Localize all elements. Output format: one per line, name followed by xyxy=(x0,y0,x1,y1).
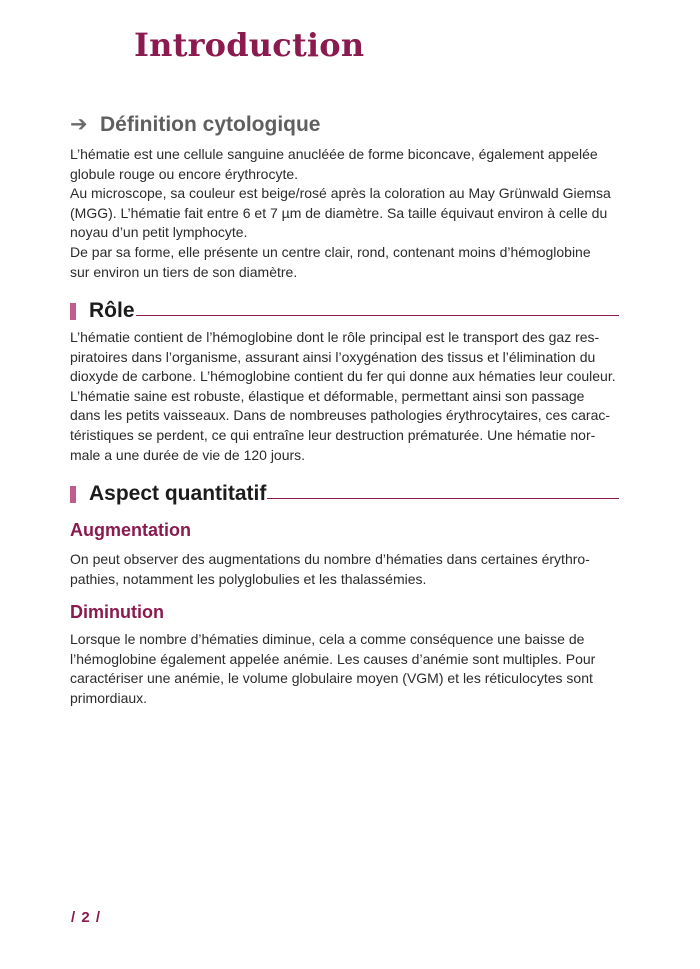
text-line: L’hématie est une cellule sanguine anucléée de forme biconcave, également appelée xyxy=(70,146,598,162)
text-line: sur environ un tiers de son diamètre. xyxy=(70,263,298,280)
aspect-heading xyxy=(70,480,619,508)
heading-rule xyxy=(267,498,619,499)
role-paragraph xyxy=(70,328,619,465)
arrow-right-icon: ➔ xyxy=(70,113,88,136)
text-line: dioxyde de carbone. L’hémoglobine contient du fer qui donne aux hématies leur couleur. xyxy=(70,368,616,385)
role-heading-text: Rôle xyxy=(89,299,135,322)
text-line: téristiques se perdent, ce qui entraîne leur destruction prématurée. Une hématie nor- xyxy=(70,426,596,443)
definition-heading-text: Définition cytologique xyxy=(100,113,321,136)
text-line: De par sa forme, elle présente un centre clair, rond, contenant moins d’hémoglobine xyxy=(70,243,591,260)
section-marker-icon xyxy=(70,486,76,503)
text-line: Lorsque le nombre d’hématies diminue, cela a comme conséquence une baisse de xyxy=(70,631,585,647)
text-line: L’hématie saine est robuste, élastique et déformable, permettant ainsi son passage xyxy=(70,387,585,404)
text-line: caractériser une anémie, le volume globulaire moyen (VGM) et les réticulocytes sont xyxy=(70,670,593,687)
text-line: male a une durée de vie de 120 jours. xyxy=(70,446,306,463)
diminution-paragraph xyxy=(70,630,619,708)
diminution-heading: Diminution xyxy=(70,602,164,622)
definition-heading xyxy=(70,112,321,137)
text-line: On peut observer des augmentations du nombre d’hématies dans certaines érythro- xyxy=(70,551,590,567)
text-line: L’hématie contient de l’hémoglobine dont le rôle principal est le transport des gaz res- xyxy=(70,329,600,345)
text-line: dans les petits vaisseaux. Dans de nombreuses pathologies érythrocytaires, ces carac- xyxy=(70,407,611,424)
section-marker-icon xyxy=(70,303,76,320)
text-line: pathies, notamment les polyglobulies et les thalassémies. xyxy=(70,570,427,587)
text-line: (MGG). L’hématie fait entre 6 et 7 µm de diamètre. Sa taille équivaut environ à celle du xyxy=(70,204,608,221)
text-line: noyau d’un petit lymphocyte. xyxy=(70,224,248,241)
text-line: l’hémoglobine également appelée anémie. Les causes d’anémie sont multiples. Pour xyxy=(70,650,596,667)
page-title: Introduction xyxy=(134,26,365,64)
role-heading xyxy=(70,297,619,325)
heading-rule xyxy=(136,315,619,316)
aspect-heading-text: Aspect quantitatif xyxy=(89,482,267,505)
page-number: / 2 / xyxy=(71,909,102,926)
augmentation-paragraph xyxy=(70,550,619,589)
augmentation-heading: Augmentation xyxy=(70,520,191,540)
text-line: piratoires dans l’organisme, assurant ainsi l’oxygénation des tissus et l’élimination du xyxy=(70,348,596,365)
definition-paragraph xyxy=(70,145,619,282)
text-line: Au microscope, sa couleur est beige/rosé après la coloration au May Grünwald Giemsa xyxy=(70,185,611,202)
text-line: globule rouge ou encore érythrocyte. xyxy=(70,165,299,182)
text-line: primordiaux. xyxy=(70,689,148,706)
